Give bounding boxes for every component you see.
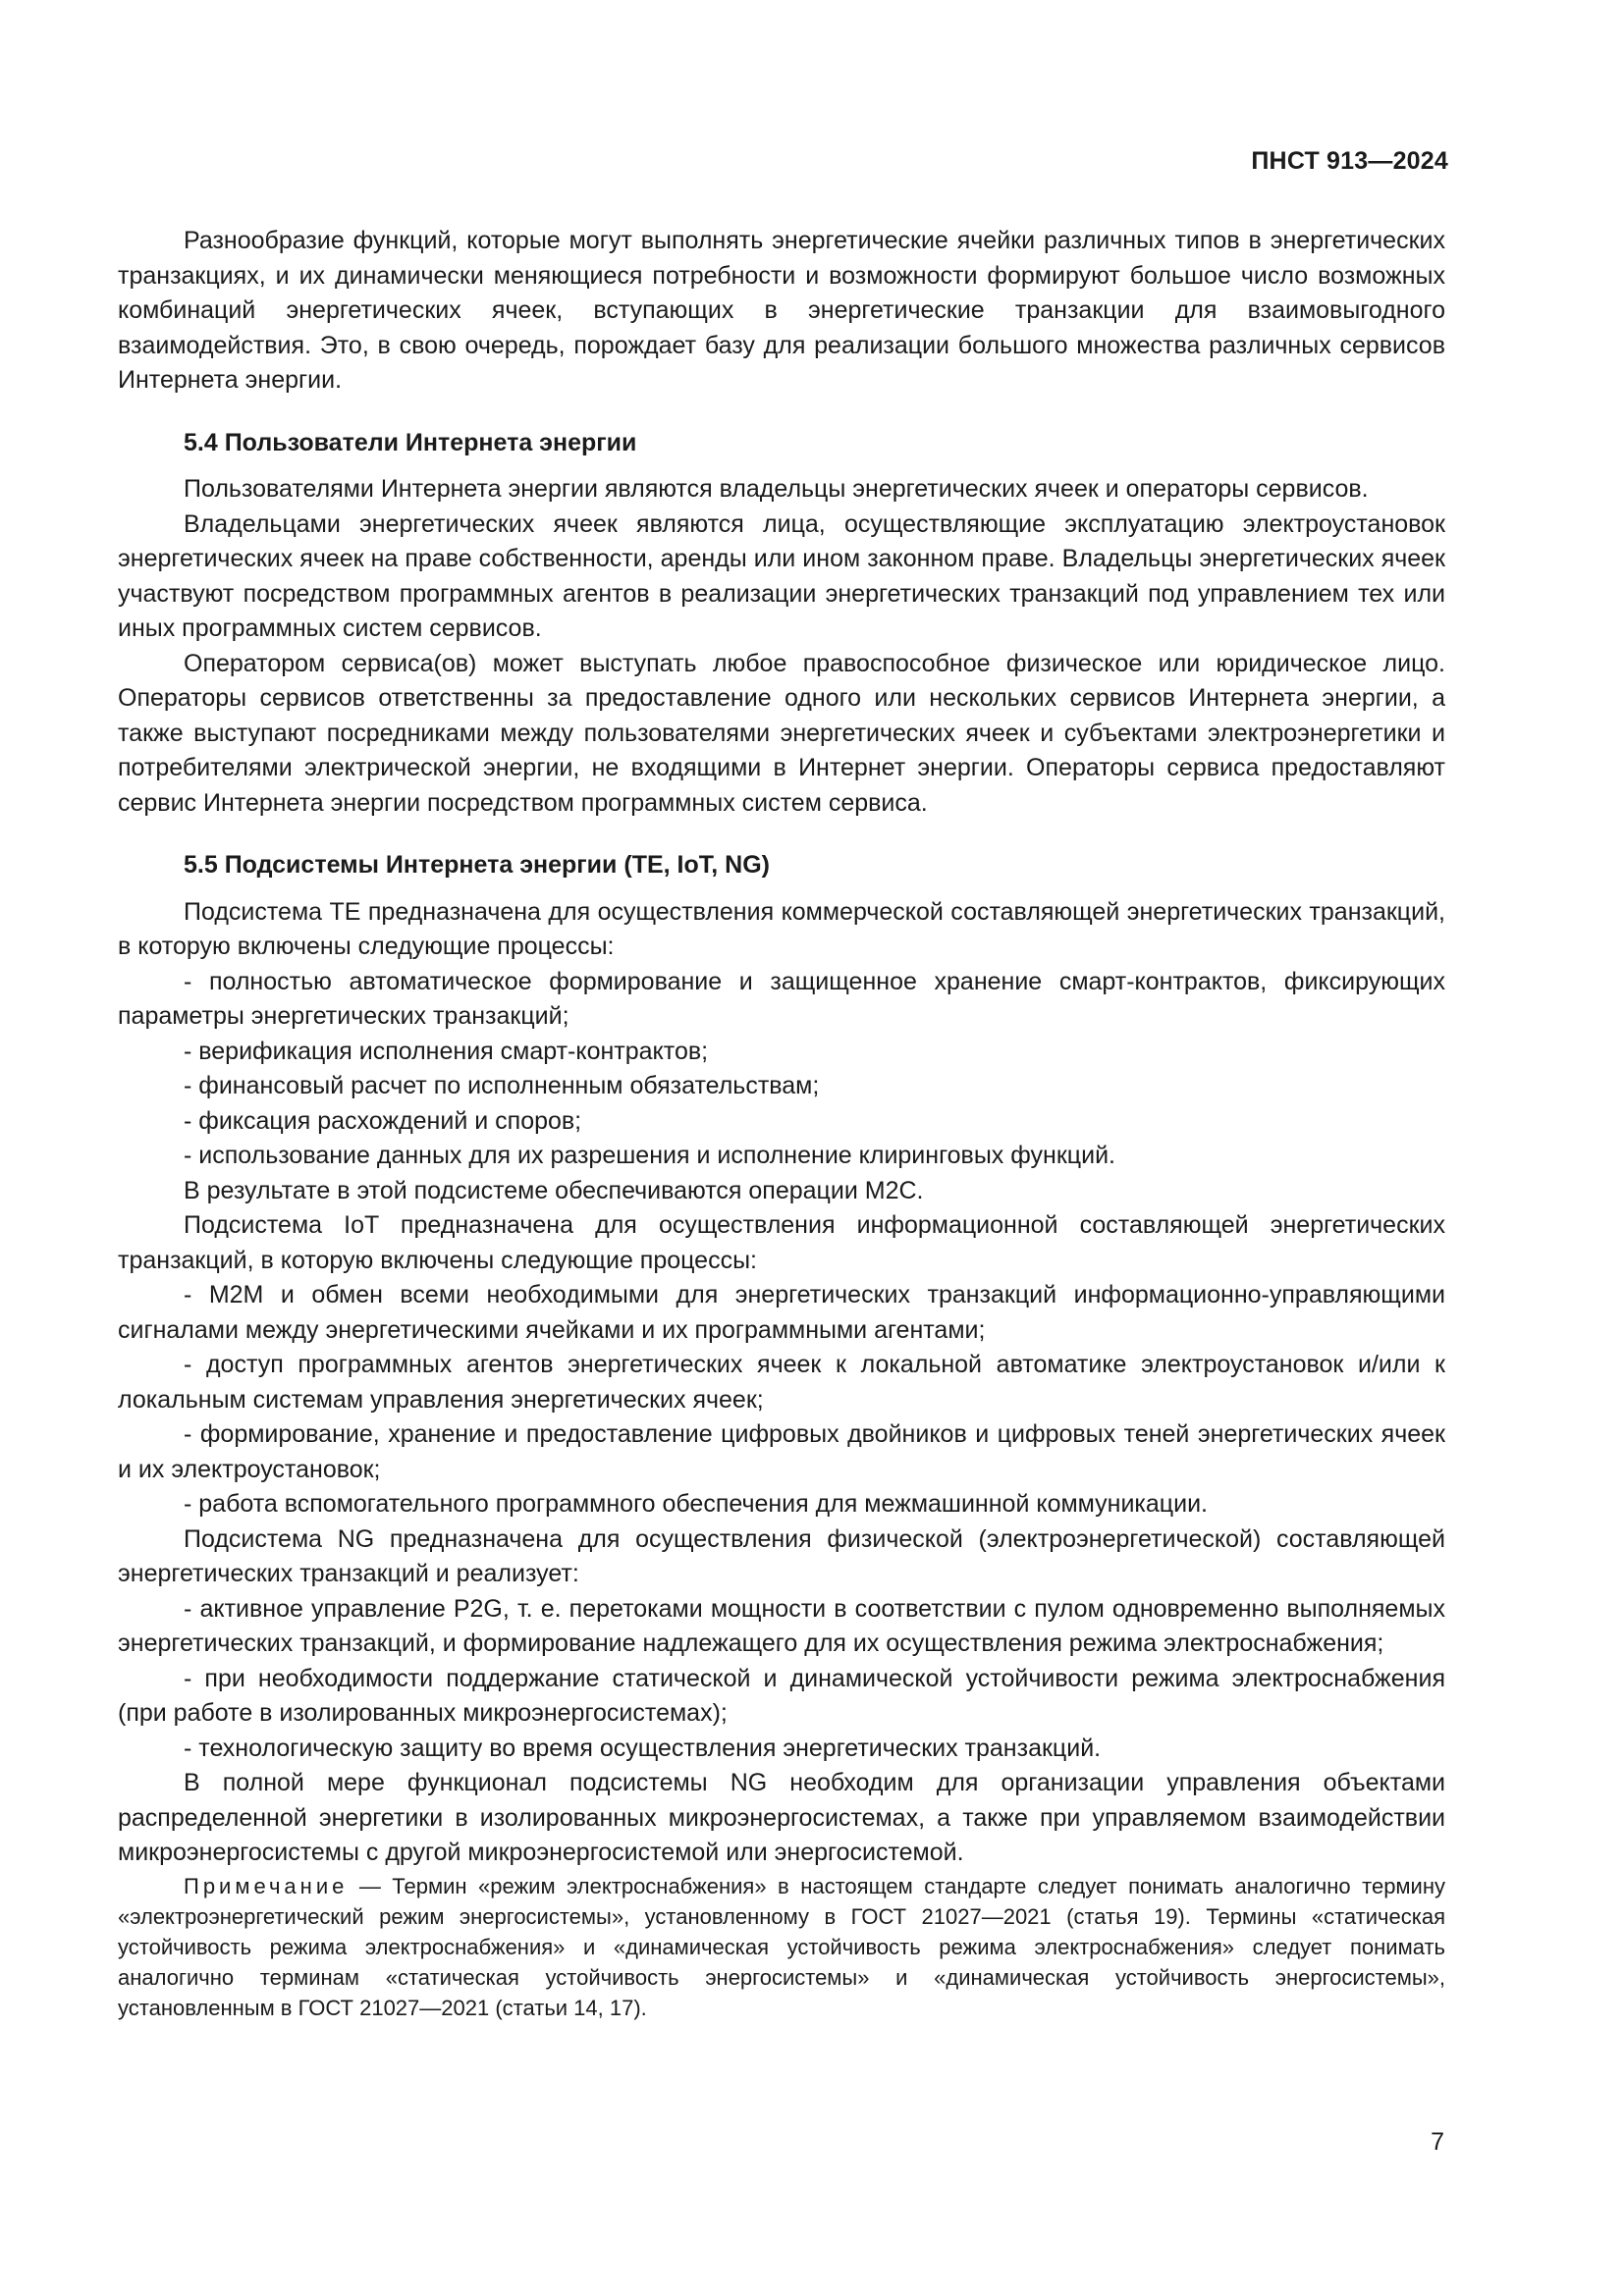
- users-paragraph: Пользователями Интернета энергии являются владельцы энергетических ячеек и операторы сервисов.: [184, 475, 1369, 503]
- list-item: - фиксация расхождений и споров;: [184, 1106, 582, 1135]
- ng-intro-paragraph: Подсистема NG предназначена для осуществления физической (электроэнергетической) составляющей энергетических транзакций и реализует:: [118, 1524, 1445, 1587]
- list-item: - доступ программных агентов энергетических ячеек к локальной автоматике электроустановок и/или к локальным системам управления энергетических ячеек;: [118, 1351, 1445, 1414]
- list-item: - финансовый расчет по исполненным обязательствам;: [184, 1072, 820, 1099]
- section-5-4-title: 5.4 Пользователи Интернета энергии: [184, 428, 637, 456]
- list-item: - формирование, хранение и предоставление цифровых двойников и цифровых теней энергетических ячеек и их электроустановок;: [118, 1420, 1445, 1483]
- intro-paragraph: Разнообразие функций, которые могут выполнять энергетические ячейки различных типов в энергетических транзакциях, и их динамически меняющиеся потребности и возможности формируют большое число возможных комбинаций энергетических ячеек, вступающих в энергетические транзакции для взаимовыгодного взаимодействия. Это, в свою очередь, порождает базу для реализации большого множества различных сервисов Интернета энергии.: [118, 227, 1445, 394]
- te-result-paragraph: В результате в этой подсистеме обеспечиваются операции M2C.: [184, 1176, 924, 1204]
- list-item: - M2M и обмен всеми необходимыми для энергетических транзакций информационно-управляющими сигналами между энергетическими ячейками и их программными агентами;: [118, 1281, 1445, 1344]
- note-paragraph: [118, 1871, 1445, 2023]
- page-body: [118, 224, 1445, 2023]
- iot-intro-paragraph: Подсистема IoT предназначена для осуществления информационной составляющей энергетических транзакций, в которую включены следующие процессы:: [118, 1211, 1445, 1274]
- list-item: - использование данных для их разрешения и исполнение клиринговых функций.: [184, 1142, 1115, 1169]
- ng-closing-paragraph: В полной мере функционал подсистемы NG необходим для организации управления объектами распределенной энергетики в изолированных микроэнергосистемах, а также при управляемом взаимодействии микроэнергосистемы с другой микроэнергосистемой или энергосистемой.: [118, 1769, 1445, 1866]
- list-item: - верификация исполнения смарт-контрактов;: [184, 1037, 709, 1065]
- note-text: — Термин «режим электроснабжения» в настоящем стандарте следует понимать аналогично термину «электроэнергетический режим энергосистемы», установленному в ГОСТ 21027—2021 (статья 19). Термины «статическая устойчивость режима электроснабжения» и «динамическая устойчивость режима электроснабжения» следует понимать аналогично терминам «статическая устойчивость энергосистемы» и «динамическая устойчивость энергосистемы», установленным в ГОСТ 21027—2021 (статьи 14, 17).: [118, 1873, 1445, 2020]
- list-item: - полностью автоматическое формирование и защищенное хранение смарт-контрактов, фиксирующих параметры энергетических транзакций;: [118, 967, 1445, 1030]
- list-item: - технологическую защиту во время осуществления энергетических транзакций.: [184, 1734, 1102, 1762]
- list-item: - активное управление P2G, т. е. перетоками мощности в соответствии с пулом одновременно выполняемых энергетических транзакций, и формирование надлежащего для их осуществления режима электроснабжения;: [118, 1594, 1445, 1657]
- note-label: Примечание: [184, 1873, 349, 1898]
- list-item: - работа вспомогательного программного обеспечения для межмашинной коммуникации.: [184, 1490, 1208, 1518]
- section-5-5-title: 5.5 Подсистемы Интернета энергии (TE, IoT, NG): [184, 851, 770, 879]
- page-number: 7: [1431, 2128, 1444, 2156]
- list-item: - при необходимости поддержание статической и динамической устойчивости режима электроснабжения (при работе в изолированных микроэнергосистемах);: [118, 1664, 1445, 1727]
- owners-paragraph: Владельцами энергетических ячеек являются лица, осуществляющие эксплуатацию электроустановок энергетических ячеек на праве собственности, аренды или ином законном праве. Владельцы энергетических ячеек участвуют посредством программных агентов в реализации энергетических транзакций под управлением тех или иных программных систем сервисов.: [118, 509, 1445, 642]
- document-code: ПНСТ 913—2024: [1251, 147, 1448, 175]
- operators-paragraph: Оператором сервиса(ов) может выступать любое правоспособное физическое или юридическое лицо. Операторы сервисов ответственны за предоставление одного или нескольких сервисов Интернета энергии, а также выступают посредниками между пользователями энергетических ячеек и субъектами электроэнергетики и потребителями электрической энергии, не входящими в Интернет энергии. Операторы сервиса предоставляют сервис Интернета энергии посредством программных систем сервиса.: [118, 649, 1445, 817]
- te-intro-paragraph: Подсистема TE предназначена для осуществления коммерческой составляющей энергетических транзакций, в которую включены следующие процессы:: [118, 897, 1445, 960]
